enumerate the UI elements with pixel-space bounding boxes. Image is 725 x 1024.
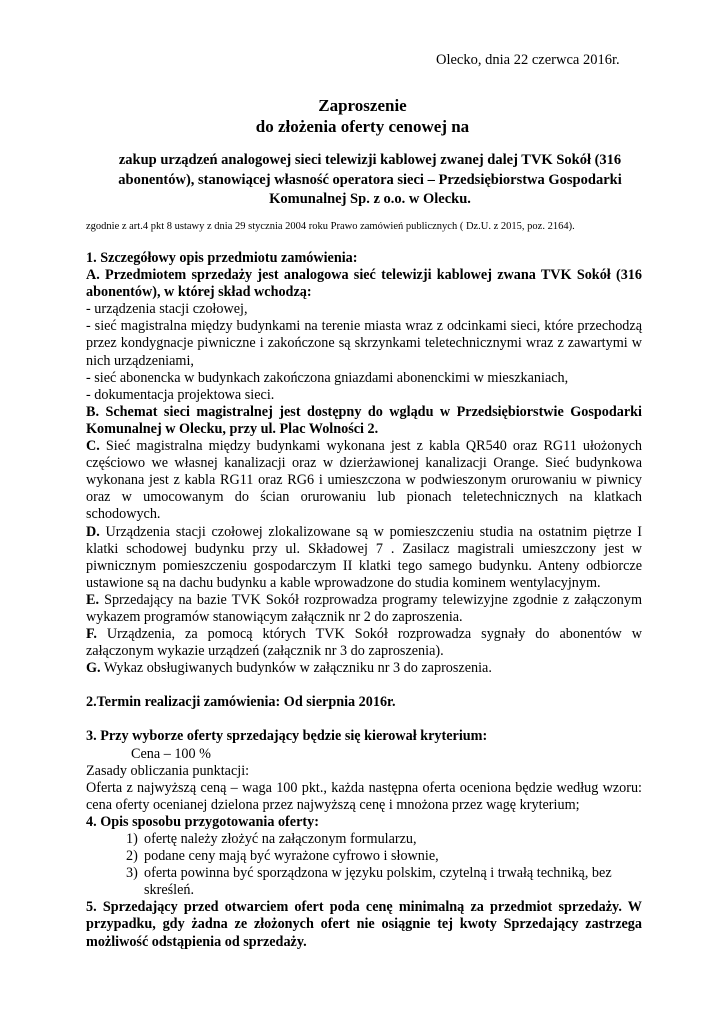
legal-basis: zgodnie z art.4 pkt 8 ustawy z dnia 29 stycznia 2004 roku Prawo zamówień publicznych ( Dz.U. z 2015, poz. 2164). xyxy=(86,221,575,232)
section1-f-text: Urządzenia, za pomocą których TVK Sokół rozprowadza sygnały do abonentów w załączonym wykazie urządzeń (załącznik nr 3 do zaproszenia). xyxy=(86,626,642,660)
section1-c-label: C. xyxy=(86,438,100,455)
section1-e-text: Sprzedający na bazie TVK Sokół rozprowadza programy telewizyjne zgodnie z załączonym wykazem programów stanowiącym załącznik nr 2 do zaproszenia. xyxy=(86,591,642,625)
section1-a-item: - sieć magistralna między budynkami na terenie miasta wraz z odcinkami sieci, które przechodzą przez kondygnacje piwniczne i zakończone są skrzynkami teletechnicznymi wraz z zawartymi w nich urządzeniami, xyxy=(86,318,642,369)
document-subtitle: do złożenia oferty cenowej na xyxy=(255,117,470,136)
section1-g-text: Wykaz obsługiwanych budynków w załączniku nr 3 do zaproszenia. xyxy=(100,660,492,677)
list-item-text: ofertę należy złożyć na załączonym formularzu, xyxy=(144,831,417,847)
section1-d-paragraph xyxy=(86,524,642,592)
section5-text: 5. Sprzedający przed otwarciem ofert poda cenę minimalną za przedmiot sprzedaży. W przypadku, gdy żadna ze złożonych ofert nie osiągnie tej kwoty Sprzedający zastrzega możliwość odstąpienia od sprzedaży. xyxy=(86,899,642,950)
section1-f-paragraph xyxy=(86,626,642,660)
section1-heading: 1. Szczegółowy opis przedmiotu zamówienia: xyxy=(86,250,358,266)
document-title: Zaproszenie xyxy=(318,96,407,115)
section1-g-label: G. xyxy=(86,660,101,677)
section1-c-paragraph xyxy=(86,438,642,523)
document-subject: zakup urządzeń analogowej sieci telewizji kablowej zwanej dalej TVK Sokół (316 abonentów), stanowiącej własność operatora sieci – Przedsiębiorstwa Gospodarki Komunalnej Sp. z o.o. w Olecku. xyxy=(118,152,622,207)
list-item xyxy=(86,848,642,865)
list-item-number: 3) xyxy=(126,865,138,882)
list-item-number: 1) xyxy=(126,831,138,847)
section1-a-item: - urządzenia stacji czołowej, xyxy=(86,301,248,318)
section1-b-text: B. Schemat sieci magistralnej jest dostępny do wglądu w Przedsiębiorstwie Gospodarki Komunalnej w Olecku, przy ul. Plac Wolności 2. xyxy=(86,403,642,437)
section3-rules-text: Oferta z najwyższą ceną – waga 100 pkt., każda następna oferta oceniona będzie według wzoru: cena oferty ocenianej dzielona przez najwyższą cenę i mnożona przez wagę kryterium; xyxy=(86,779,642,813)
document-date: Olecko, dnia 22 czerwca 2016r. xyxy=(436,52,620,68)
section1-g-paragraph xyxy=(86,660,642,677)
section1-f-label: F. xyxy=(86,626,97,643)
section1-a-heading: A. Przedmiotem sprzedaży jest analogowa sieć telewizji kablowej zwana TVK Sokół (316 abonentów), w której skład wchodzą: xyxy=(86,267,642,301)
list-item-text: oferta powinna być sporządzona w języku polskim, czytelną i trwałą techniką, bez skreśleń. xyxy=(144,865,612,899)
document-body xyxy=(86,250,642,951)
section4-heading: 4. Opis sposobu przygotowania oferty: xyxy=(86,813,319,830)
section1-d-label: D. xyxy=(86,523,100,540)
section1-d-text: Urządzenia stacji czołowej zlokalizowane są w pomieszczeniu studia na ostatnim piętrze I klatki schodowej budynku przy ul. Składowej 7 . Zasilacz magistrali umieszczony jest w piwnicznym pomieszczeniu gospodarczym II klatki tego samego budynku. Anteny odbiorcze ustawione są na dachu budynku a kable wprowadzone do studia kominem wentylacyjnym. xyxy=(86,523,642,591)
section1-e-label: E. xyxy=(86,591,100,608)
list-item-text: podane ceny mają być wyrażone cyfrowo i słownie, xyxy=(144,848,439,865)
section3-rules-heading: Zasady obliczania punktacji: xyxy=(86,762,250,779)
section1-a-item: - dokumentacja projektowa sieci. xyxy=(86,386,275,403)
list-item xyxy=(86,865,642,899)
list-item-number: 2) xyxy=(126,848,138,865)
list-item xyxy=(86,831,642,848)
section3-heading: 3. Przy wyborze oferty sprzedający będzie się kierował kryterium: xyxy=(86,728,488,745)
section4-list xyxy=(86,831,642,899)
section1-e-paragraph xyxy=(86,592,642,626)
section2-heading: 2.Termin realizacji zamówienia: Od sierpnia 2016r. xyxy=(86,694,396,711)
section1-a-item: - sieć abonencka w budynkach zakończona gniazdami abonenckimi w mieszkaniach, xyxy=(86,369,569,386)
section3-criterion: Cena – 100 % xyxy=(131,745,211,762)
section1-c-text: Sieć magistralna między budynkami wykonana jest z kabla QR540 oraz RG11 ułożonych częściowo we własnej kanalizacji oraz w dzierżawionej kanalizacji Orange. Sieć budynkowa wykonana jest z kabla RG11 oraz RG6 i umieszczona w podwieszonym orurowaniu w piwnicy oraz w umocowanym do ścian orurowaniu lub pionach teletechnicznych na klatkach schodowych. xyxy=(86,438,642,523)
